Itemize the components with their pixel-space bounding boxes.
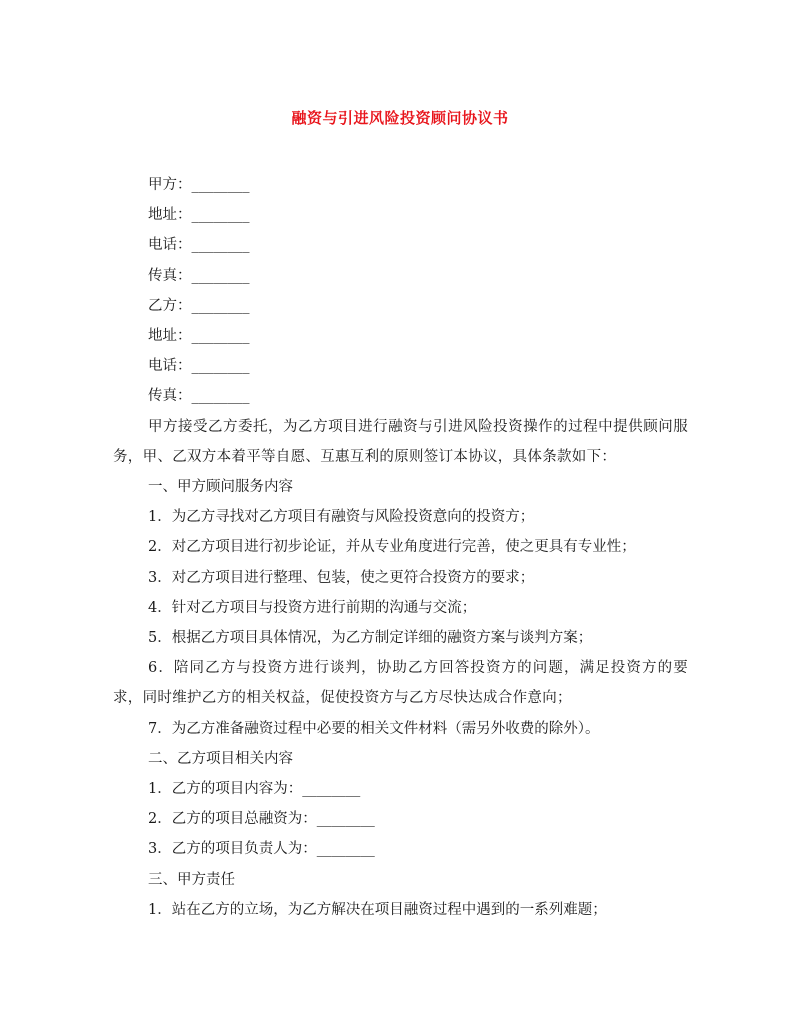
section-1-heading: 一、甲方顾问服务内容	[148, 479, 293, 496]
party-a-fax-line: 传真：________	[148, 267, 250, 284]
party-b-fax-line: 传真：________	[148, 388, 250, 405]
section-1-item: 4．针对乙方项目与投资方进行前期的沟通与交流；	[148, 599, 477, 616]
section-1-item: 2．对乙方项目进行初步论证，并从专业角度进行完善，使之更具有专业性；	[148, 539, 636, 556]
document-body	[113, 170, 688, 925]
intro-paragraph: 甲方接受乙方委托，为乙方项目进行融资与引进风险投资操作的过程中提供顾问服务，甲、乙双方本着平等自愿、互惠互利的原则签订本协议，具体条款如下：	[113, 418, 688, 465]
party-a-phone-line: 电话：________	[148, 237, 250, 254]
party-a-line: 甲方：________	[148, 177, 250, 193]
section-2-item: 3．乙方的项目负责人为：________	[148, 841, 375, 858]
section-3-heading: 三、甲方责任	[148, 871, 235, 888]
section-1-item: 7．为乙方准备融资过程中必要的相关文件材料（需另外收费的除外）。	[148, 720, 600, 737]
section-2-heading: 二、乙方项目相关内容	[148, 750, 293, 767]
party-b-phone-line: 电话：________	[148, 358, 250, 375]
section-2-item: 1．乙方的项目内容为：________	[148, 781, 361, 798]
section-1-item: 5．根据乙方项目具体情况，为乙方制定详细的融资方案与谈判方案；	[148, 630, 593, 647]
section-3-item: 1．站在乙方的立场，为乙方解决在项目融资过程中遇到的一系列难题；	[148, 901, 607, 918]
document-title: 融资与引进风险投资顾问协议书	[291, 109, 509, 127]
party-b-line: 乙方：________	[148, 297, 250, 314]
party-b-address-line: 地址：________	[148, 328, 250, 345]
section-1-item: 1．为乙方寻找对乙方项目有融资与风险投资意向的投资方；	[148, 509, 535, 526]
party-a-address-line: 地址：________	[148, 207, 250, 224]
section-1-item: 3．对乙方项目进行整理、包装，使之更符合投资方的要求；	[148, 569, 535, 586]
section-2-item: 2．乙方的项目总融资为：________	[148, 811, 375, 828]
section-1-item: 6．陪同乙方与投资方进行谈判，协助乙方回答投资方的问题，满足投资方的要求，同时维护乙方的相关权益，促使投资方与乙方尽快达成合作意向；	[113, 660, 688, 707]
